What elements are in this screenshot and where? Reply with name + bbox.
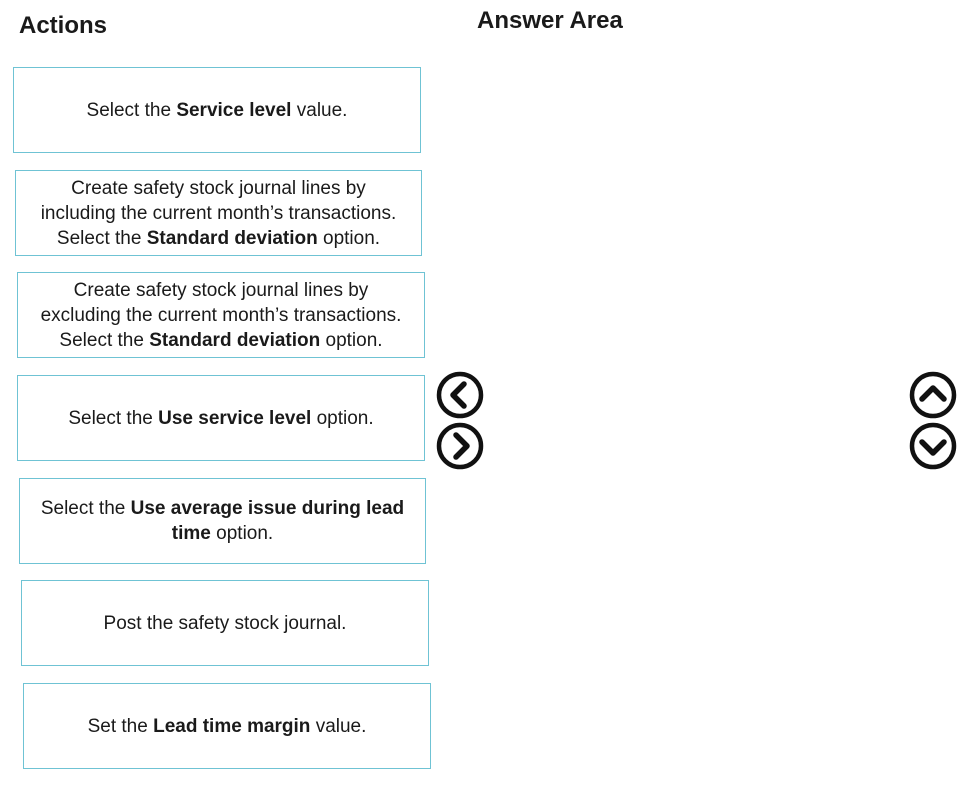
move-right-button[interactable] bbox=[435, 421, 485, 471]
action-item-text: Post the safety stock journal. bbox=[103, 612, 347, 634]
action-item-use-average-issue[interactable] bbox=[19, 478, 426, 564]
action-item-service-level-value[interactable] bbox=[13, 67, 421, 153]
chevron-down-circle-icon bbox=[908, 421, 958, 471]
action-item-include-current-month[interactable] bbox=[15, 170, 422, 256]
action-item-text: Select the Use average issue during lead time option. bbox=[40, 498, 405, 544]
move-left-button[interactable] bbox=[435, 370, 485, 420]
action-item-exclude-current-month[interactable] bbox=[17, 272, 425, 358]
chevron-up-circle-icon bbox=[908, 370, 958, 420]
action-item-lead-time-margin[interactable] bbox=[23, 683, 431, 769]
answer-area-dropzone[interactable] bbox=[490, 60, 890, 760]
actions-heading: Actions bbox=[19, 12, 108, 39]
move-down-button[interactable] bbox=[908, 421, 958, 471]
move-up-button[interactable] bbox=[908, 370, 958, 420]
chevron-right-circle-icon bbox=[435, 421, 485, 471]
action-item-text: Set the Lead time margin value. bbox=[87, 715, 367, 737]
action-item-text: Select the Service level value. bbox=[86, 99, 348, 121]
action-item-use-service-level[interactable] bbox=[17, 375, 425, 461]
action-item-text: Select the Use service level option. bbox=[68, 407, 374, 429]
chevron-left-circle-icon bbox=[435, 370, 485, 420]
action-item-text: Create safety stock journal lines by including the current month’s transactions. Select the Standard deviation option. bbox=[40, 177, 397, 249]
action-item-post-journal[interactable] bbox=[21, 580, 429, 666]
action-item-text: Create safety stock journal lines by excluding the current month’s transactions. Select the Standard deviation option. bbox=[40, 279, 402, 351]
answer-area-heading: Answer Area bbox=[477, 7, 623, 34]
